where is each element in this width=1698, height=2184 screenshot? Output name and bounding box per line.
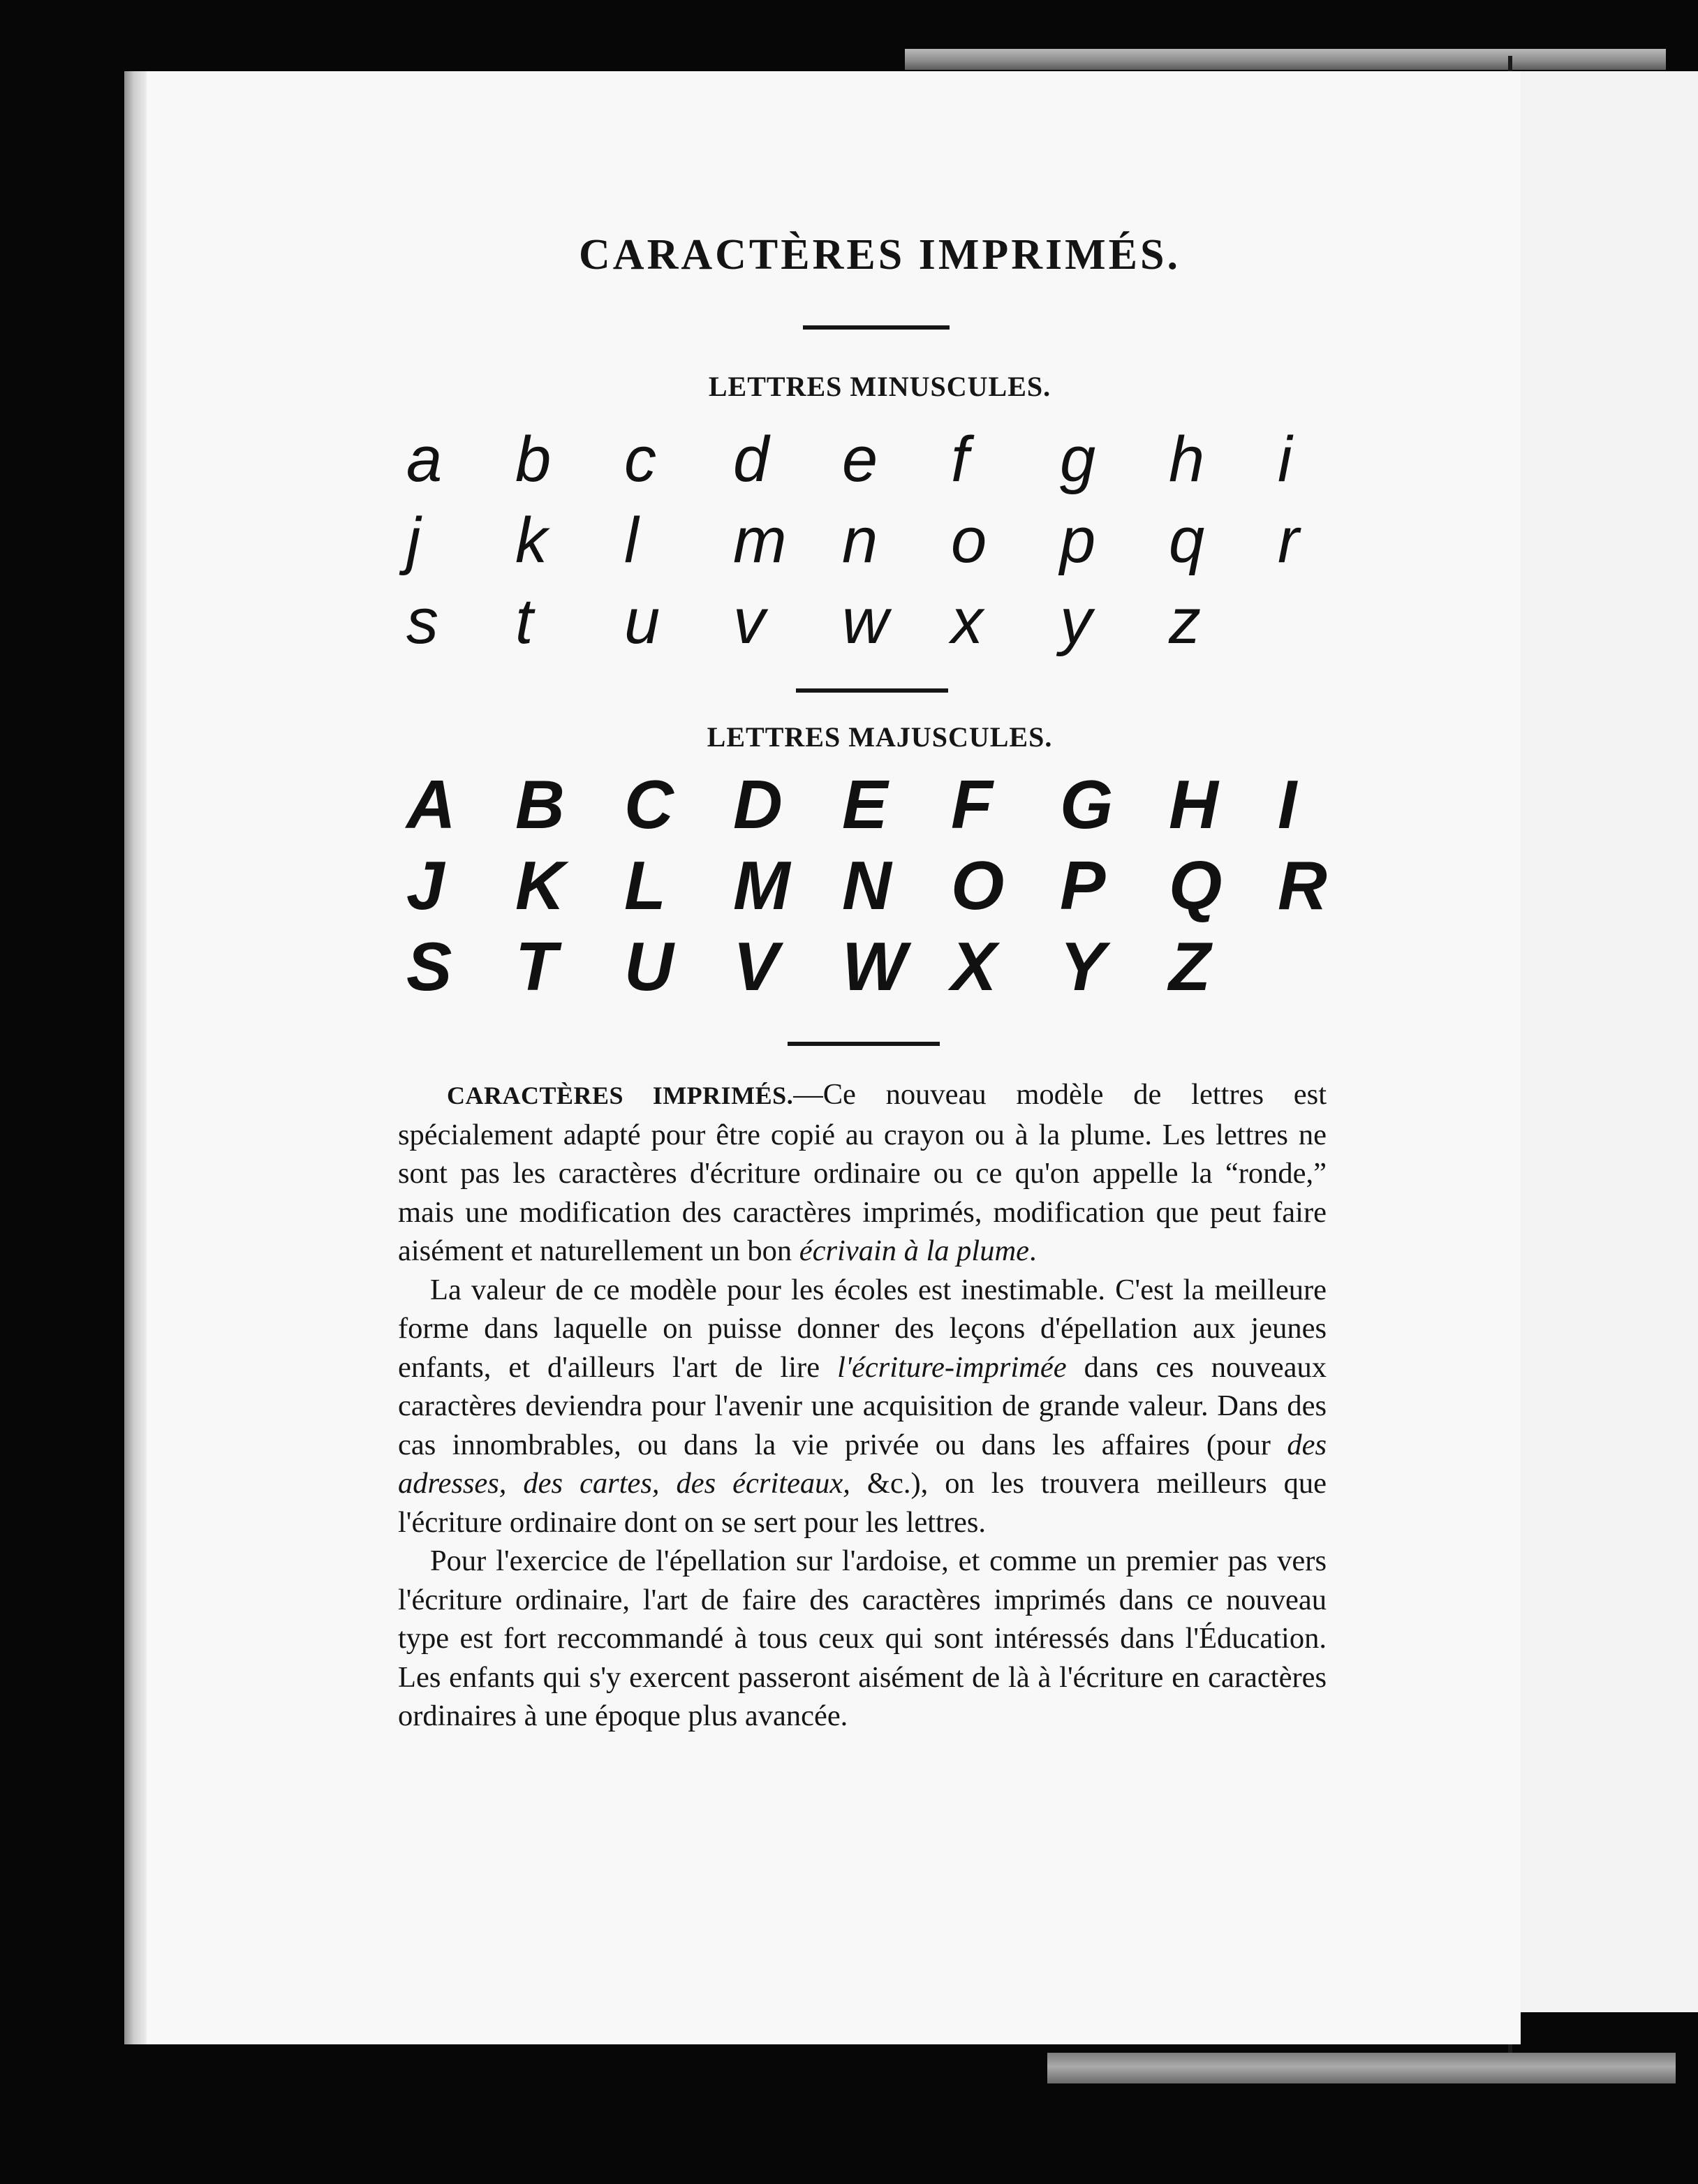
paragraph-exercise bbox=[398, 1542, 1327, 1736]
paragraph-text: Pour l'exercice de l'épellation sur l'ardoise, et comme un premier pas vers l'écriture ordinaire, l'art de faire des caractères imprimés dans ce nouveau type est fort reccommandé à tous ceux qui sont intéressés dans l'Éducation. Les enfants qui s'y exercent passeront aisément de là à l'écriture en caractères ordinaires à une époque plus avancée. bbox=[398, 1544, 1327, 1732]
lowercase-letter: p bbox=[1060, 505, 1096, 576]
paragraph-text: La valeur de ce modèle pour les écoles est inestimable. C'est la meilleure forme dans laquelle on puisse donner des leçons d'épellation aux jeunes enfants, et d'ailleurs l'art de lire bbox=[398, 1273, 1327, 1384]
scanner-frame-bottom bbox=[1047, 2053, 1676, 2083]
uppercase-letter: Z bbox=[1169, 928, 1211, 1005]
lowercase-letter: m bbox=[733, 505, 787, 576]
uppercase-letter-grid bbox=[391, 764, 1368, 1007]
lowercase-letter: x bbox=[951, 586, 983, 657]
uppercase-letter: G bbox=[1060, 766, 1114, 843]
uppercase-letter: A bbox=[406, 766, 456, 843]
uppercase-letter: R bbox=[1278, 847, 1327, 924]
lowercase-letter: q bbox=[1169, 505, 1205, 576]
body-text bbox=[398, 1075, 1327, 1736]
uppercase-letter: E bbox=[842, 766, 888, 843]
uppercase-letter: I bbox=[1278, 766, 1297, 843]
lowercase-heading: LETTRES MINUSCULES. bbox=[708, 371, 1051, 402]
uppercase-letter: H bbox=[1169, 766, 1218, 843]
uppercase-letter: Y bbox=[1060, 928, 1106, 1005]
lowercase-letter-grid bbox=[391, 419, 1368, 662]
paragraph-emphasis: des adresses, des cartes, des écriteaux, bbox=[398, 1428, 1327, 1500]
uppercase-letter: P bbox=[1060, 847, 1106, 924]
lowercase-letter: s bbox=[406, 586, 438, 657]
uppercase-letter: J bbox=[406, 847, 445, 924]
lowercase-letter: c bbox=[624, 424, 656, 495]
uppercase-divider bbox=[788, 1042, 940, 1046]
uppercase-letter: S bbox=[406, 928, 452, 1005]
uppercase-letter: D bbox=[733, 766, 783, 843]
paragraph-emphasis: l'écriture-imprimée bbox=[837, 1350, 1067, 1384]
lowercase-letter: o bbox=[951, 505, 987, 576]
uppercase-letter: K bbox=[515, 847, 565, 924]
paragraph-text: dans ces nouveaux caractères deviendra pour l'avenir une acquisition de grande valeur. Dans des cas innombrables, ou dans la vie privée ou dans les affaires (pour bbox=[398, 1350, 1327, 1461]
lowercase-letter: t bbox=[515, 586, 533, 657]
lowercase-letter: i bbox=[1278, 424, 1292, 495]
uppercase-letter: V bbox=[733, 928, 779, 1005]
uppercase-letter: W bbox=[842, 928, 907, 1005]
uppercase-letter: C bbox=[624, 766, 674, 843]
page-title: CARACTÈRES IMPRIMÉS. bbox=[579, 231, 1181, 279]
scanner-frame-top bbox=[905, 49, 1666, 70]
lowercase-letter: k bbox=[515, 505, 547, 576]
uppercase-letter: L bbox=[624, 847, 666, 924]
facing-page-edge bbox=[1514, 71, 1698, 2012]
paragraph-emphasis: écrivain à la plume bbox=[799, 1234, 1030, 1267]
lowercase-letter: u bbox=[624, 586, 660, 657]
lowercase-letter: f bbox=[951, 424, 969, 495]
lowercase-letter: l bbox=[624, 505, 639, 576]
paragraph-text: —Ce nouveau modèle de lettres est spécialement adapté pour être copié au crayon ou à la plume. Les lettres ne sont pas les caractères d'écriture ordinaire ou ce qu'on appelle la “ronde,” mais une modification des caractères imprimés, modification que peut faire aisément et naturellement un bon bbox=[398, 1078, 1327, 1267]
uppercase-letter: X bbox=[951, 928, 997, 1005]
lowercase-letter: j bbox=[406, 505, 421, 576]
paragraph-text: . bbox=[1029, 1234, 1037, 1267]
uppercase-letter: N bbox=[842, 847, 892, 924]
lowercase-letter: w bbox=[842, 586, 889, 657]
uppercase-letter: Q bbox=[1169, 847, 1223, 924]
lowercase-letter: n bbox=[842, 505, 878, 576]
uppercase-letter: M bbox=[733, 847, 790, 924]
lowercase-letter: d bbox=[733, 424, 769, 495]
paragraph-value bbox=[398, 1271, 1327, 1542]
lowercase-letter: g bbox=[1060, 424, 1096, 495]
lowercase-letter: e bbox=[842, 424, 878, 495]
document-page bbox=[124, 71, 1521, 2044]
uppercase-letter: T bbox=[515, 928, 557, 1005]
uppercase-letter: F bbox=[951, 766, 993, 843]
uppercase-letter: O bbox=[951, 847, 1005, 924]
paragraph-text: &c.), on les trouvera meilleurs que l'écriture ordinaire dont on se sert pour les lettres. bbox=[398, 1467, 1327, 1539]
page-spine-shadow bbox=[124, 71, 147, 2044]
paragraph-intro bbox=[398, 1075, 1327, 1271]
lowercase-letter: v bbox=[733, 586, 765, 657]
lowercase-letter: a bbox=[406, 424, 443, 495]
lowercase-letter: h bbox=[1169, 424, 1205, 495]
lowercase-letter: b bbox=[515, 424, 552, 495]
lowercase-letter: y bbox=[1060, 586, 1092, 657]
uppercase-letter: B bbox=[515, 766, 565, 843]
lowercase-letter: r bbox=[1278, 505, 1299, 576]
paragraph-lead: CARACTÈRES IMPRIMÉS. bbox=[447, 1082, 794, 1109]
uppercase-heading: LETTRES MAJUSCULES. bbox=[707, 721, 1053, 753]
lowercase-divider bbox=[796, 688, 948, 693]
lowercase-letter: z bbox=[1169, 586, 1201, 657]
title-divider bbox=[803, 325, 950, 330]
uppercase-letter: U bbox=[624, 928, 674, 1005]
